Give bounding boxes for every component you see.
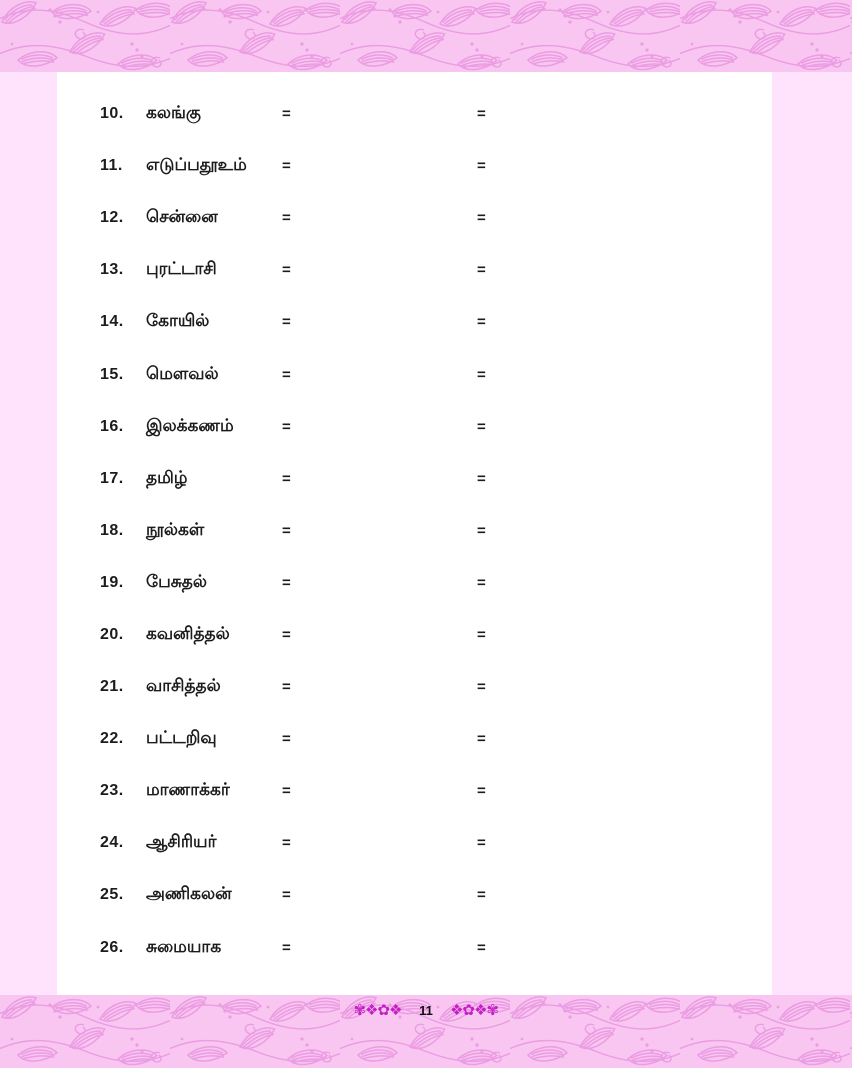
- equals-sign-1: =: [282, 574, 291, 592]
- equals-sign-1: =: [282, 730, 291, 748]
- row-number: 21.: [100, 678, 124, 696]
- tamil-word: சுமையாக: [146, 936, 222, 956]
- exercise-row: [57, 244, 772, 296]
- exercise-row: [57, 505, 772, 557]
- exercise-row: [57, 453, 772, 505]
- exercise-row: [57, 609, 772, 661]
- row-number: 25.: [100, 886, 124, 904]
- equals-sign-2: =: [477, 834, 486, 852]
- equals-sign-2: =: [477, 313, 486, 331]
- equals-sign-2: =: [477, 157, 486, 175]
- tamil-word: அணிகலன்: [146, 884, 232, 904]
- equals-sign-2: =: [477, 886, 486, 904]
- row-number: 23.: [100, 782, 124, 800]
- equals-sign-1: =: [282, 261, 291, 279]
- equals-sign-1: =: [282, 313, 291, 331]
- exercise-row: [57, 661, 772, 713]
- equals-sign-1: =: [282, 834, 291, 852]
- equals-sign-2: =: [477, 366, 486, 384]
- equals-sign-1: =: [282, 939, 291, 957]
- equals-sign-1: =: [282, 470, 291, 488]
- tamil-word: புரட்டாசி: [146, 259, 217, 279]
- row-number: 13.: [100, 261, 124, 279]
- tamil-word: தமிழ்: [146, 467, 188, 487]
- floral-border-top: [0, 0, 852, 72]
- tamil-word: கலங்கு: [146, 103, 201, 123]
- floral-flourish-right-icon: ✾❖✿❖: [450, 1001, 499, 1019]
- equals-sign-1: =: [282, 886, 291, 904]
- equals-sign-2: =: [477, 261, 486, 279]
- equals-sign-2: =: [477, 522, 486, 540]
- exercise-row: [57, 348, 772, 400]
- equals-sign-2: =: [477, 939, 486, 957]
- tamil-word: பட்டறிவு: [146, 728, 217, 748]
- equals-sign-2: =: [477, 209, 486, 227]
- exercise-row: [57, 192, 772, 244]
- row-number: 15.: [100, 365, 124, 383]
- equals-sign-1: =: [282, 157, 291, 175]
- row-number: 14.: [100, 313, 124, 331]
- tamil-word: இலக்கணம்: [146, 415, 234, 435]
- equals-sign-1: =: [282, 678, 291, 696]
- equals-sign-1: =: [282, 418, 291, 436]
- equals-sign-1: =: [282, 209, 291, 227]
- equals-sign-1: =: [282, 782, 291, 800]
- equals-sign-1: =: [282, 626, 291, 644]
- page-number: 11: [419, 1002, 433, 1018]
- equals-sign-1: =: [282, 105, 291, 123]
- tamil-word: வாசித்தல்: [146, 676, 221, 696]
- tamil-word: கோயில்: [146, 311, 210, 331]
- equals-sign-2: =: [477, 418, 486, 436]
- equals-sign-2: =: [477, 105, 486, 123]
- equals-sign-1: =: [282, 522, 291, 540]
- tamil-word: சென்னை: [146, 207, 218, 227]
- exercise-row: [57, 869, 772, 921]
- word-list: [57, 72, 772, 995]
- equals-sign-2: =: [477, 626, 486, 644]
- worksheet-page: [57, 72, 772, 995]
- exercise-row: [57, 765, 772, 817]
- row-number: 10.: [100, 105, 124, 123]
- tamil-word: மௌவல்: [146, 363, 219, 383]
- page-footer: [0, 1000, 852, 1021]
- equals-sign-2: =: [477, 730, 486, 748]
- row-number: 11.: [100, 157, 123, 175]
- row-number: 19.: [100, 573, 124, 591]
- equals-sign-1: =: [282, 366, 291, 384]
- row-number: 22.: [100, 730, 124, 748]
- row-number: 17.: [100, 469, 124, 487]
- equals-sign-2: =: [477, 574, 486, 592]
- tamil-word: நூல்கள்: [146, 519, 205, 539]
- row-number: 20.: [100, 625, 124, 643]
- exercise-row: [57, 713, 772, 765]
- equals-sign-2: =: [477, 782, 486, 800]
- exercise-row: [57, 557, 772, 609]
- exercise-row: [57, 401, 772, 453]
- row-number: 24.: [100, 834, 124, 852]
- floral-border-bottom: [0, 995, 852, 1068]
- floral-flourish-left-icon: ✾❖✿❖: [353, 1001, 402, 1019]
- exercise-row: [57, 922, 772, 974]
- tamil-word: கவனித்தல்: [146, 623, 230, 643]
- tamil-word: பேசுதல்: [146, 571, 207, 591]
- exercise-row: [57, 140, 772, 192]
- exercise-row: [57, 817, 772, 869]
- tamil-word: ஆசிரியர்: [146, 832, 217, 852]
- row-number: 18.: [100, 521, 124, 539]
- row-number: 16.: [100, 417, 124, 435]
- tamil-word: மாணாக்கர்: [146, 780, 230, 800]
- exercise-row: [57, 88, 772, 140]
- row-number: 26.: [100, 938, 124, 956]
- leaf-vine-pattern: [0, 0, 852, 72]
- equals-sign-2: =: [477, 678, 486, 696]
- exercise-row: [57, 296, 772, 348]
- equals-sign-2: =: [477, 470, 486, 488]
- row-number: 12.: [100, 209, 124, 227]
- tamil-word: எடுப்பதூஉம்: [146, 155, 247, 175]
